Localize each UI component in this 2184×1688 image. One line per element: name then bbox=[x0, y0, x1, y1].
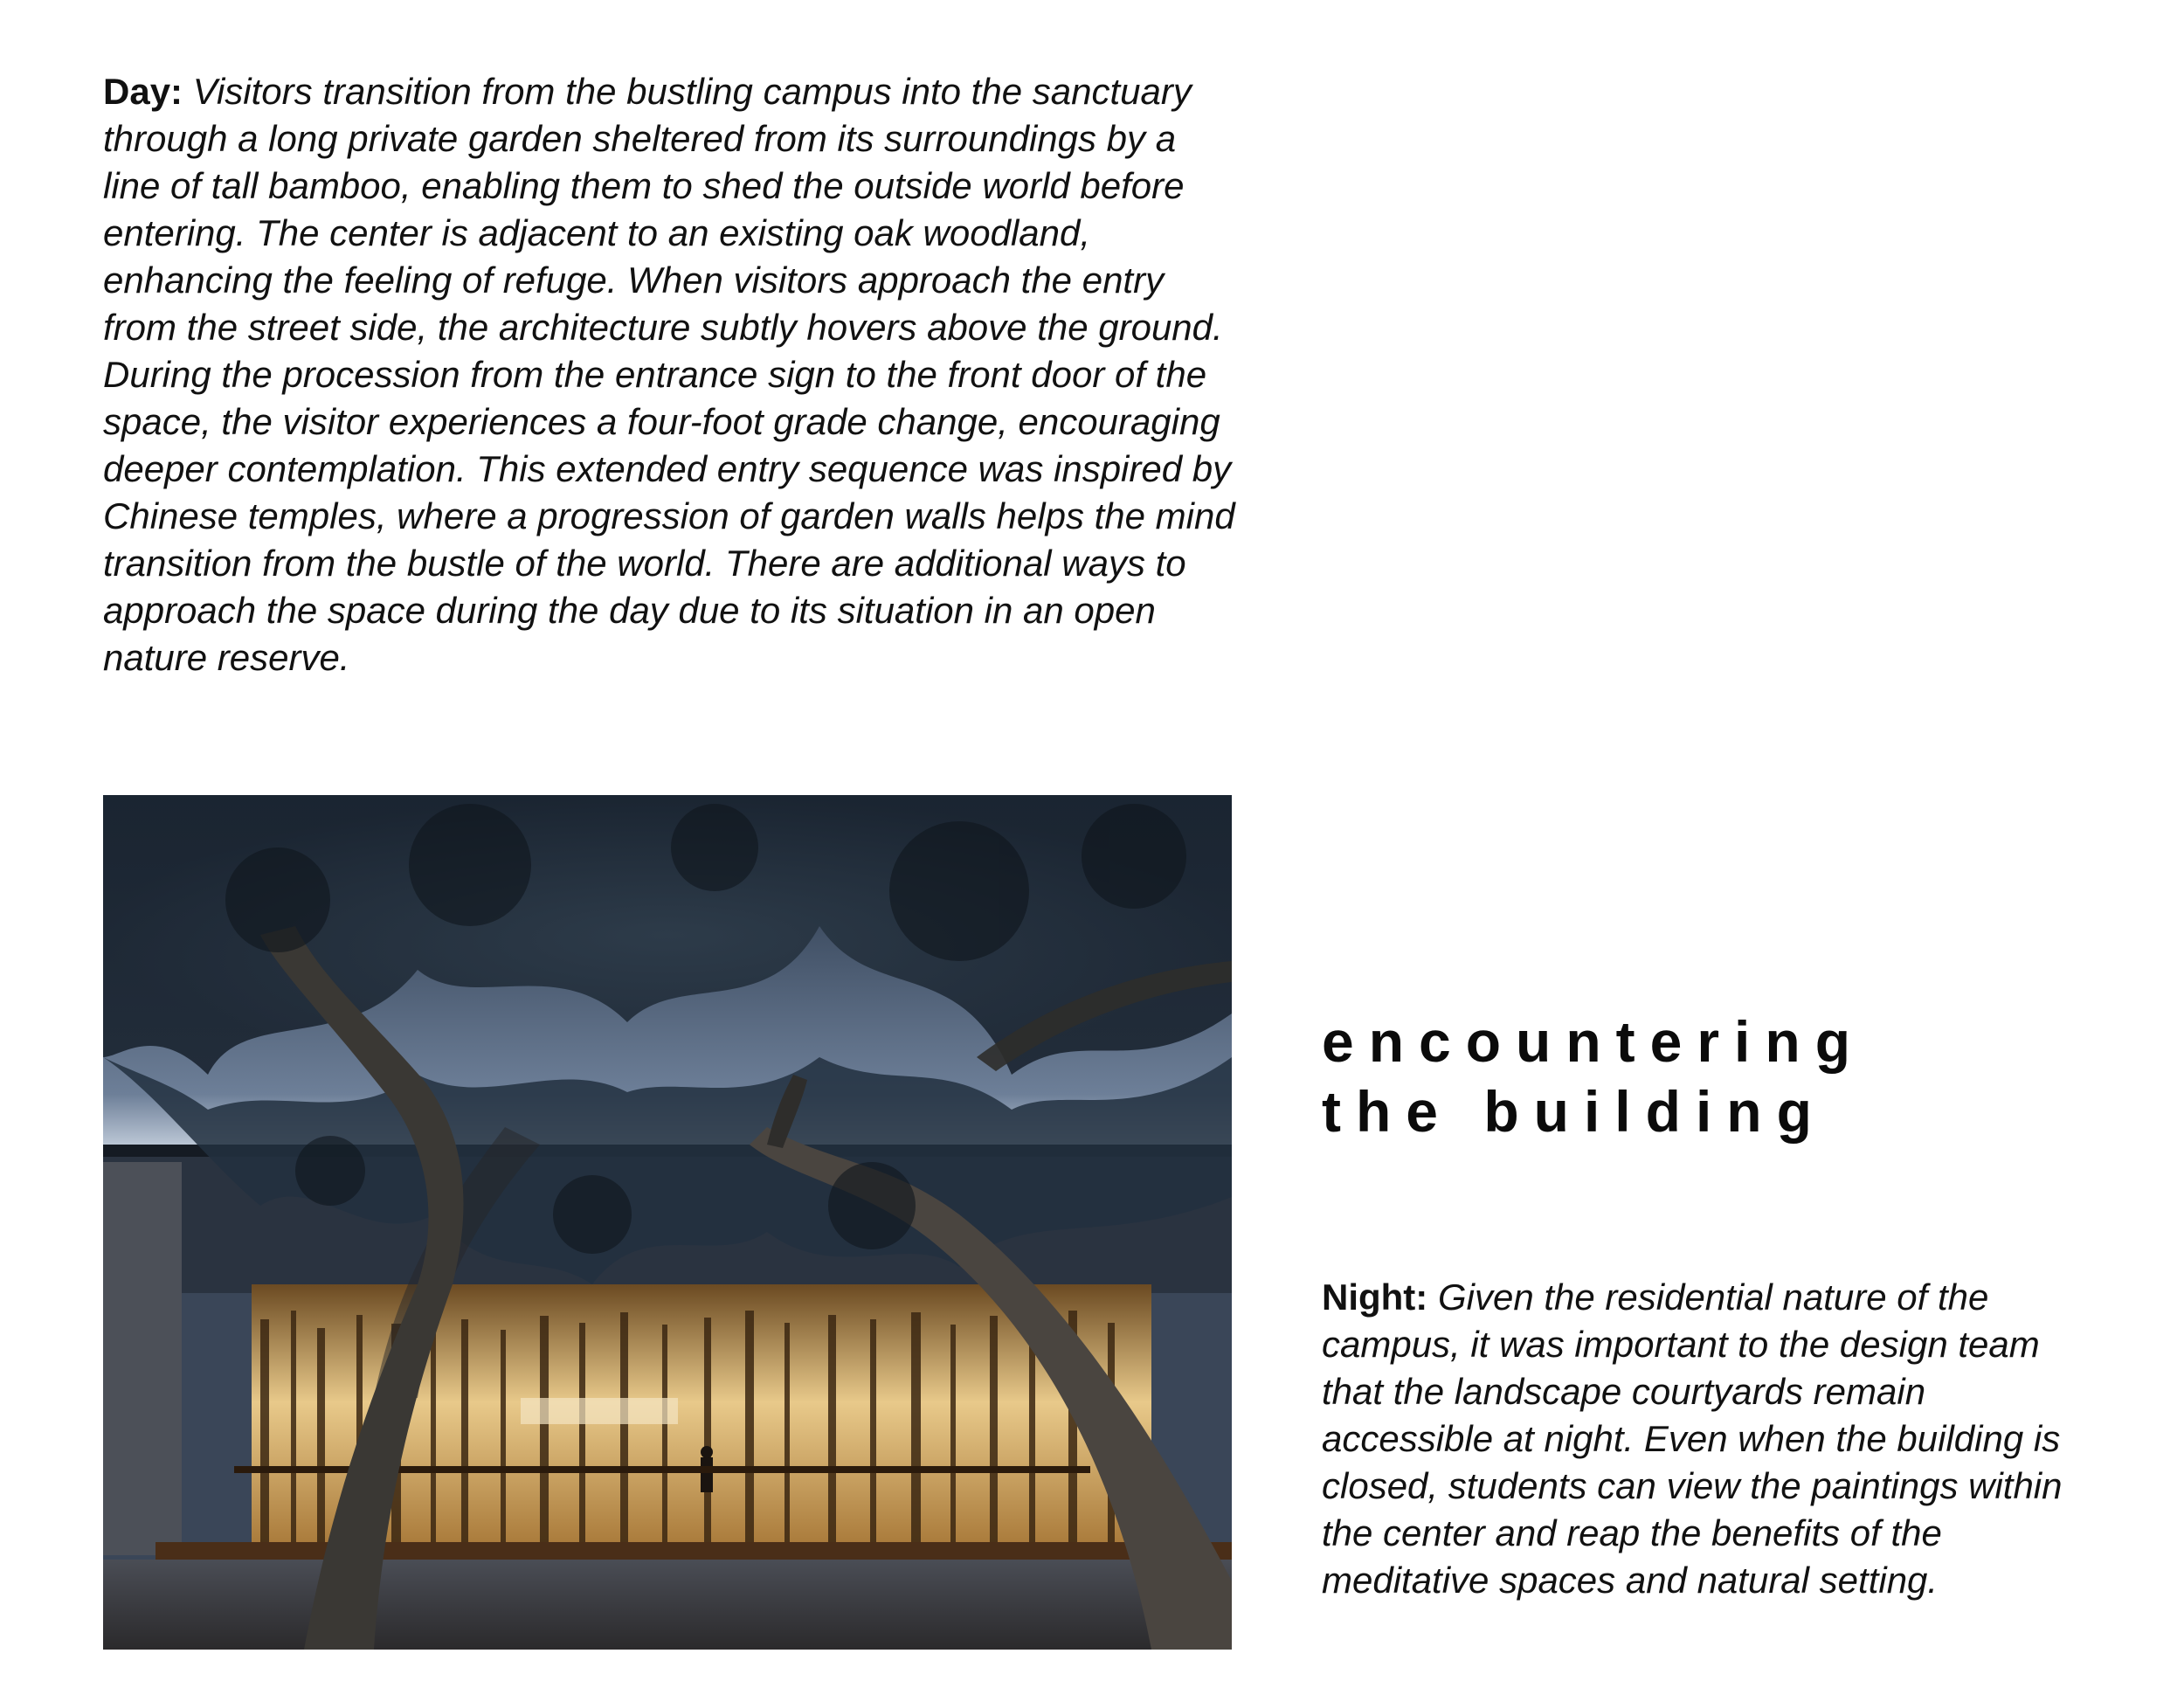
night-paragraph bbox=[1322, 1274, 2091, 1604]
heading-line-1: encountering bbox=[1322, 1009, 1866, 1074]
night-description: Given the residential nature of the campus, it was important to the design team that the landscape courtyards remain accessible at night. Even when the building is closed, students can view the paintings within the center and reap the benefits of the meditative spaces and natural setting. bbox=[1322, 1276, 2063, 1601]
heading-line-2: the building bbox=[1322, 1079, 1827, 1144]
day-label: Day: bbox=[103, 71, 183, 112]
day-paragraph bbox=[103, 68, 1239, 681]
section-heading bbox=[1322, 1007, 2108, 1146]
night-label: Night: bbox=[1322, 1276, 1428, 1318]
building-photo bbox=[103, 795, 1232, 1650]
day-description: Visitors transition from the bustling campus into the sanctuary through a long private garden sheltered from its surroundings by a line of tall bamboo, enabling them to shed the outside world before entering. The center is adjacent to an existing oak woodland, enhancing the feeling of refuge. When visitors approach the entry from the street side, the architecture subtly hovers above the ground. During the procession from the entrance sign to the front door of the space, the visitor experiences a four-foot grade change, encouraging deeper contemplation. This extended entry sequence was inspired by Chinese temples, where a progression of garden walls helps the mind transition from the bustle of the world. There are additional ways to approach the space during the day due to its situation in an open nature reserve. bbox=[103, 71, 1235, 678]
